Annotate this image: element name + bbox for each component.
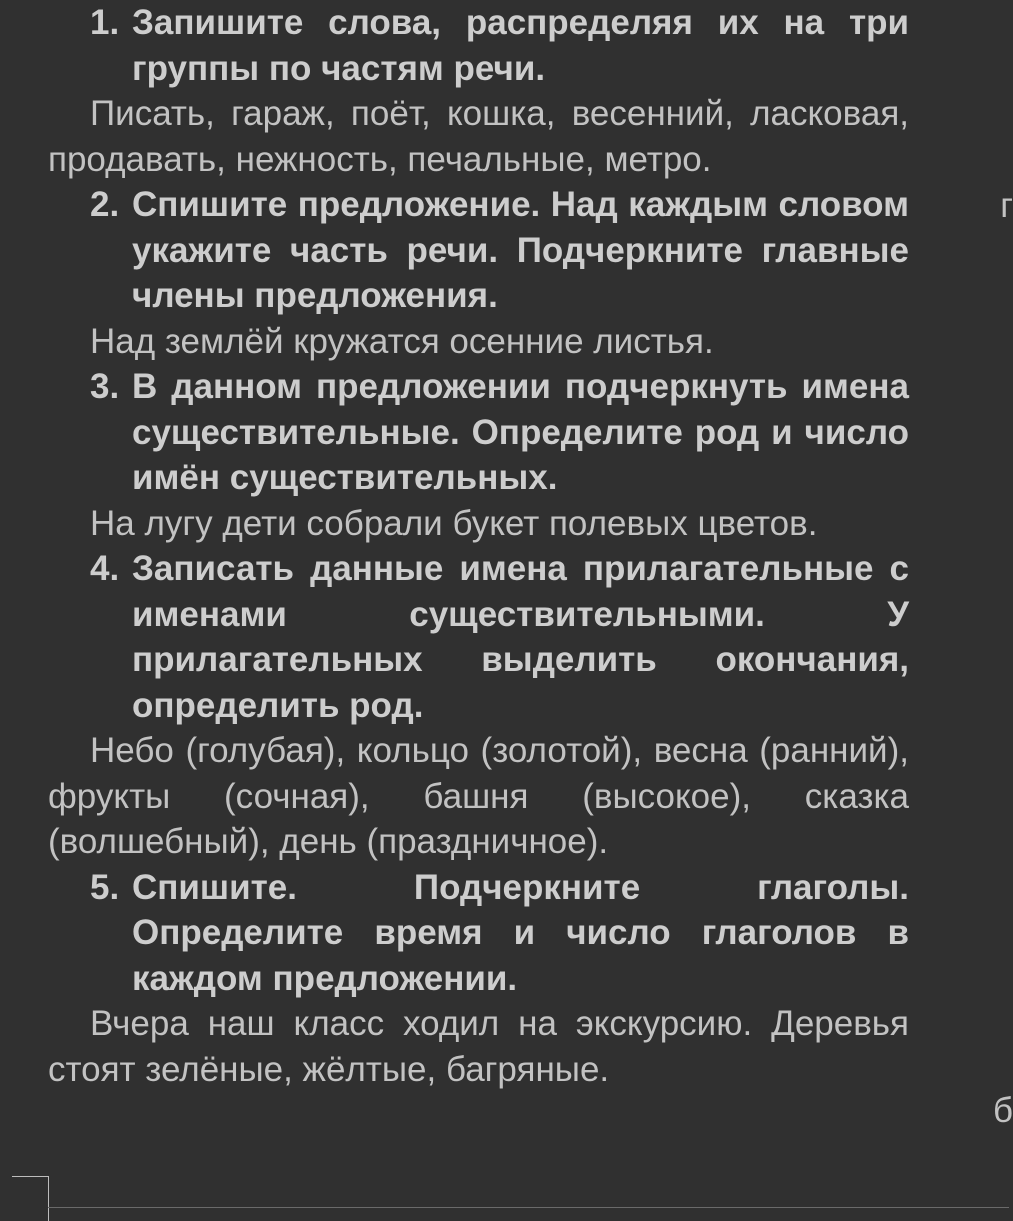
adjacent-page-fragment-top: г [1000, 186, 1013, 225]
task-1-text: Писать, гараж, поёт, кошка, весенний, ласковая, продавать, нежность, печальные, метро. [48, 94, 909, 179]
page-bottom-edge [48, 1207, 1009, 1208]
task-4-text: Небо (голубая), кольцо (золотой), весна (ранний), фрукты (сочная), башня (высокое), сказка (волшебный), день (праздничное). [48, 731, 909, 861]
task-number: 2. [90, 185, 120, 224]
document-page [48, 0, 909, 1092]
task-number: 3. [90, 367, 120, 406]
task-5-text: Вчера наш класс ходил на экскурсию. Деревья стоят зелёные, жёлтые, багряные. [48, 1004, 909, 1089]
page-corner-mark [12, 1176, 49, 1221]
task-instruction-text: Запишите слова, распределяя их на три группы по частям речи. [132, 3, 909, 88]
task-3-instruction [48, 364, 909, 501]
task-1-instruction [48, 0, 909, 91]
task-number: 1. [90, 3, 120, 42]
task-3-text: На лугу дети собрали букет полевых цветов. [90, 503, 818, 543]
task-2-text: Над землёй кружатся осенние листья. [90, 321, 714, 361]
task-number: 4. [90, 549, 120, 588]
task-4-instruction [48, 546, 909, 728]
task-number: 5. [90, 867, 120, 907]
task-instruction-text: Спишите. Подчеркните глаголы. Определите время и число глаголов в каждом предложении. [132, 867, 909, 998]
task-2-instruction [48, 182, 909, 319]
task-instruction-text: Записать данные имена прилагательные с именами существительными. У прилагательных выделить окончания, определить род. [132, 549, 909, 725]
adjacent-page-fragment-bottom: б [992, 1091, 1013, 1130]
task-5-instruction [48, 865, 909, 1002]
task-instruction-text: Спишите предложение. Над каждым словом укажите часть речи. Подчеркните главные члены предложения. [132, 185, 909, 315]
task-instruction-text: В данном предложении подчеркнуть имена существительные. Определите род и число имён существительных. [132, 367, 909, 497]
